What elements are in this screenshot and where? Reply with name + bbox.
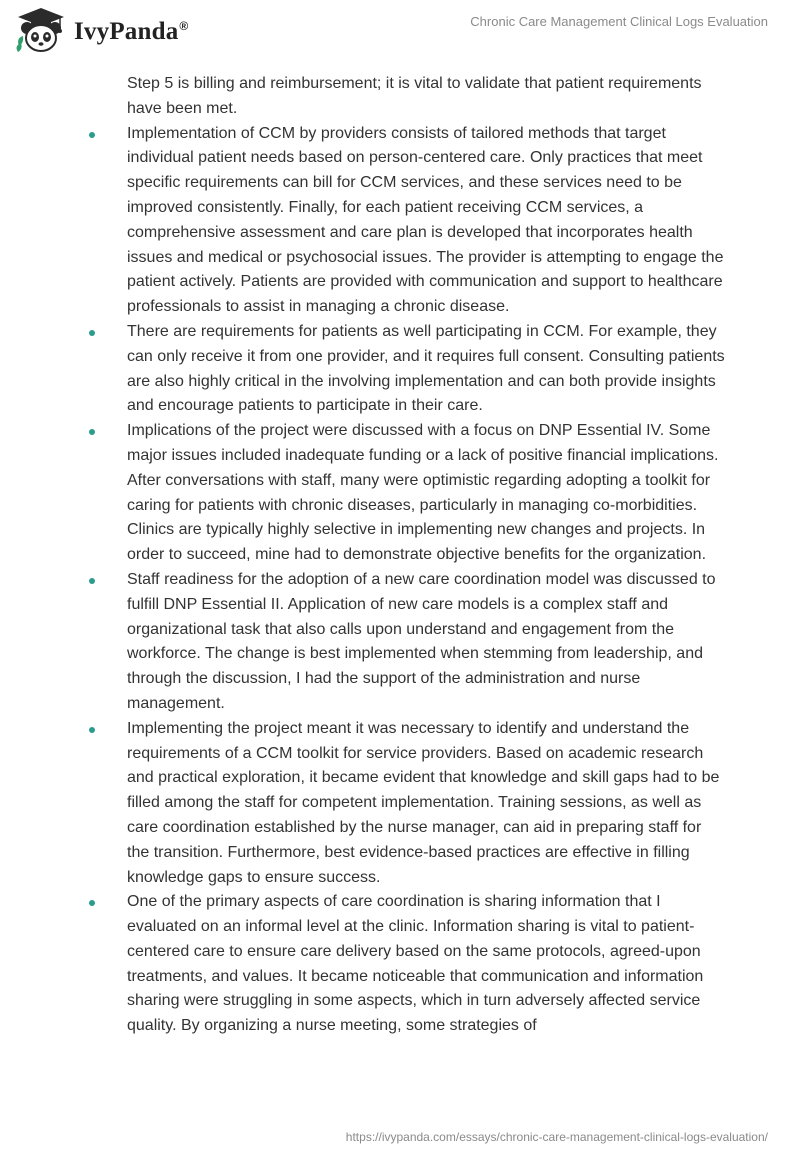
list-item-text: One of the primary aspects of care coordination is sharing information that I evaluated on an informal level at the clinic. Information sharing is vital to patient-centered care to ensure care delivery based on the same protocols, agreed-upon treatments, and values. It became noticeable that communication and information sharing were struggling in some aspects, which in turn adversely affected service quality. By organizing a nurse meeting, some strategies of: [127, 893, 704, 1035]
list-item: [127, 320, 727, 419]
bullet-icon: [89, 132, 95, 138]
essay-body: [0, 72, 800, 1039]
list-item-text: Implementation of CCM by providers consists of tailored methods that target individual patient needs based on person-centered care. Only practices that meet specific requirements can bill for CCM services, and these services need to be improved consistently. Finally, for each patient receiving CCM services, a comprehensive assessment and care plan is developed that incorporates health issues and medical or psychosocial issues. The provider is attempting to engage the patient actively. Patients are provided with communication and support to healthcare professionals to assist in managing a chronic disease.: [127, 124, 724, 316]
list-item: [127, 717, 727, 891]
bullet-icon: [89, 330, 95, 336]
list-item: [127, 419, 727, 568]
source-url-link[interactable]: https://ivypanda.com/essays/chronic-care-management-clinical-logs-evaluation/: [345, 1130, 768, 1144]
bullet-icon: [89, 578, 95, 584]
list-item-text: Implementing the project meant it was necessary to identify and understand the requirements of a CCM toolkit for service providers. Based on academic research and practical exploration, it became evident that knowledge and skill gaps had to be filled among the staff for competent implementation. Training sessions, as well as care coordination established by the nurse manager, can aid in preparing staff for the transition. Furthermore, best evidence-based practices are effective in filling knowledge gaps to ensure success.: [127, 719, 720, 886]
bullet-icon: [89, 429, 95, 435]
page-header: [0, 0, 800, 64]
document-title: Chronic Care Management Clinical Logs Evaluation: [470, 14, 768, 29]
panda-logo-icon: [14, 6, 68, 54]
brand-name: IvyPanda®: [74, 18, 189, 45]
list-item: [127, 122, 727, 320]
bullet-icon: [89, 727, 95, 733]
list-item: [127, 568, 727, 717]
bullet-icon: [89, 900, 95, 906]
list-item-text: There are requirements for patients as well participating in CCM. For example, they can only receive it from one provider, and it requires full consent. Consulting patients are also highly critical in the involving implementation and can both provide insights and encourage patients to participate in their care.: [127, 322, 725, 415]
intro-paragraph: Step 5 is billing and reimbursement; it is vital to validate that patient requirements have been met.: [127, 75, 702, 117]
list-item: [127, 890, 727, 1039]
bullet-list: [0, 122, 800, 1039]
brand-logo[interactable]: [14, 6, 188, 54]
list-item-text: Implications of the project were discussed with a focus on DNP Essential IV. Some major issues included inadequate funding or a lack of positive financial implications. After conversations with staff, many were optimistic regarding adopting a toolkit for caring for patients with chronic diseases, particularly in managing co-morbidities. Clinics are typically highly selective in implementing new changes and projects. In order to succeed, mine had to demonstrate objective benefits for the organization.: [127, 422, 719, 564]
list-item-text: Staff readiness for the adoption of a new care coordination model was discussed to fulfill DNP Essential II. Application of new care models is a complex staff and organizational task that also calls upon understand and engagement from the workforce. The change is best implemented when stemming from leadership, and through the discussion, I had the support of the administration and nurse management.: [127, 570, 716, 712]
